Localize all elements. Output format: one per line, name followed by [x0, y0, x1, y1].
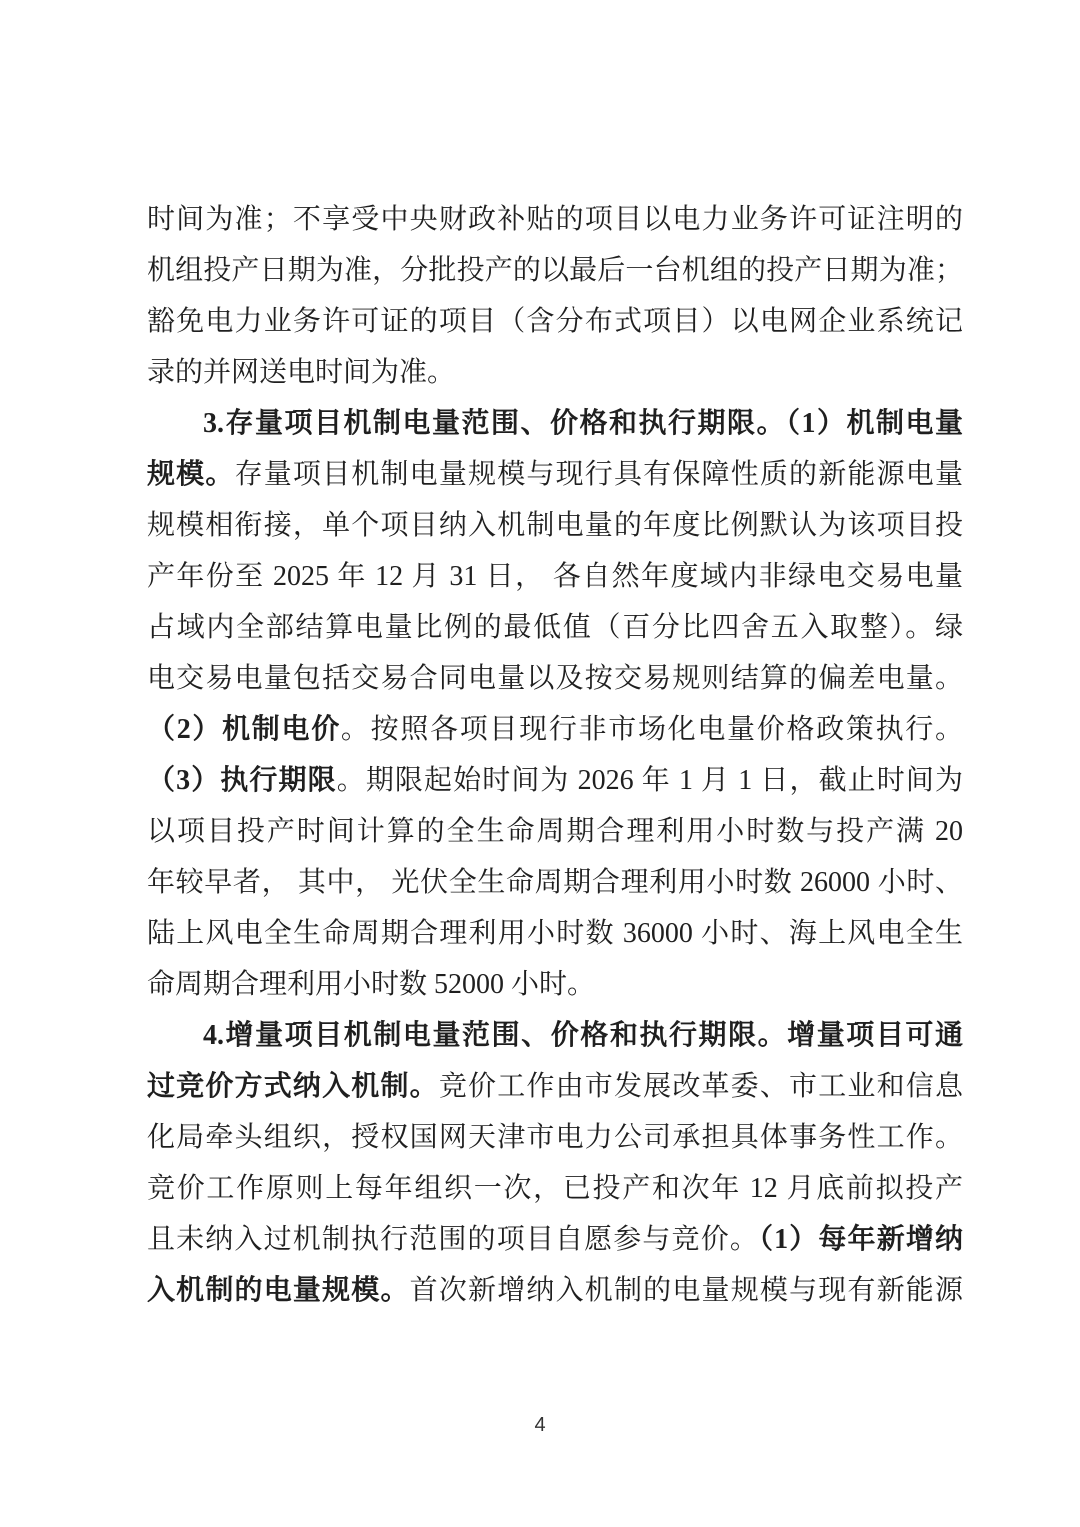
text-line: [147, 1214, 963, 1265]
text-line: [147, 551, 963, 602]
text-line: [147, 959, 963, 1010]
text-segment: 首次新增纳入机制的电量规模与现有新能源: [409, 1275, 963, 1306]
text-line: [147, 602, 963, 653]
text-segment: 电交易电量包括交易合同电量以及按交易规则结算的偏差电量。: [147, 663, 963, 694]
text-segment: 时间为准；不享受中央财政补贴的项目以电力业务许可证注明的: [147, 204, 963, 235]
text-segment: 陆上风电全生命周期合理利用小时数 36000 小时、海上风电全生: [147, 918, 963, 949]
page-number: 4: [534, 1414, 546, 1436]
text-segment-bold: 过竞价方式纳入机制。: [147, 1071, 439, 1102]
text-segment: 规模相衔接，单个项目纳入机制电量的年度比例默认为该项目投: [147, 510, 963, 541]
text-block: [147, 194, 963, 1316]
text-segment: 竞价工作由市发展改革委、市工业和信息: [438, 1071, 963, 1102]
text-line: [147, 1061, 963, 1112]
text-line: [147, 347, 963, 398]
text-line: [147, 194, 963, 245]
text-line: [147, 296, 963, 347]
text-segment: 录的并网送电时间为准。: [147, 357, 456, 388]
text-segment: 豁免电力业务许可证的项目（含分布式项目）以电网企业系统记: [147, 306, 963, 337]
text-line: [147, 449, 963, 500]
text-segment: 机组投产日期为准，分批投产的以最后一台机组的投产日期为准；: [147, 255, 963, 286]
text-segment: 产年份至 2025 年 12 月 31 日， 各自然年度域内非绿电交易电量: [147, 561, 963, 592]
text-segment: 存量项目机制电量规模与现行具有保障性质的新能源电量: [234, 459, 963, 490]
text-segment-bold: 规模。: [147, 459, 235, 490]
text-line: [147, 704, 963, 755]
text-segment-bold: （3）执行期限: [147, 765, 337, 796]
text-segment: 。期限起始时间为 2026 年 1 月 1 日，截止时间为: [336, 765, 963, 796]
text-line: [147, 755, 963, 806]
text-line: [147, 653, 963, 704]
text-line: [147, 500, 963, 551]
text-segment-bold: 4.增量项目机制电量范围、价格和执行期限。增量项目可通: [203, 1020, 963, 1051]
text-segment: 化局牵头组织，授权国网天津市电力公司承担具体事务性工作。: [147, 1122, 963, 1153]
text-segment: 。按照各项目现行非市场化电量价格政策执行。: [340, 714, 963, 745]
text-segment: 占域内全部结算电量比例的最低值（百分比四舍五入取整）。绿: [147, 612, 963, 643]
text-segment-bold: 入机制的电量规模。: [147, 1275, 410, 1306]
text-line: [147, 1265, 963, 1316]
text-line: [147, 1010, 963, 1061]
text-line: [147, 245, 963, 296]
text-line: [147, 1163, 963, 1214]
text-line: [147, 857, 963, 908]
text-line: [147, 806, 963, 857]
text-segment: 年较早者， 其中， 光伏全生命周期合理利用小时数 26000 小时、: [147, 867, 963, 898]
text-segment: 命周期合理利用小时数 52000 小时。: [147, 969, 596, 1000]
text-segment-bold: 3.存量项目机制电量范围、价格和执行期限。（1）机制电量: [203, 408, 963, 439]
text-segment: 以项目投产时间计算的全生命周期合理利用小时数与投产满 20: [147, 816, 963, 847]
text-line: [147, 398, 963, 449]
text-segment-bold: （2）机制电价: [147, 714, 341, 745]
text-line: [147, 908, 963, 959]
text-line: [147, 1112, 963, 1163]
text-segment: 且未纳入过机制执行范围的项目自愿参与竞价。: [147, 1224, 759, 1255]
text-segment-bold: （1）每年新增纳: [758, 1224, 963, 1255]
text-segment: 竞价工作原则上每年组织一次，已投产和次年 12 月底前拟投产: [147, 1173, 963, 1204]
